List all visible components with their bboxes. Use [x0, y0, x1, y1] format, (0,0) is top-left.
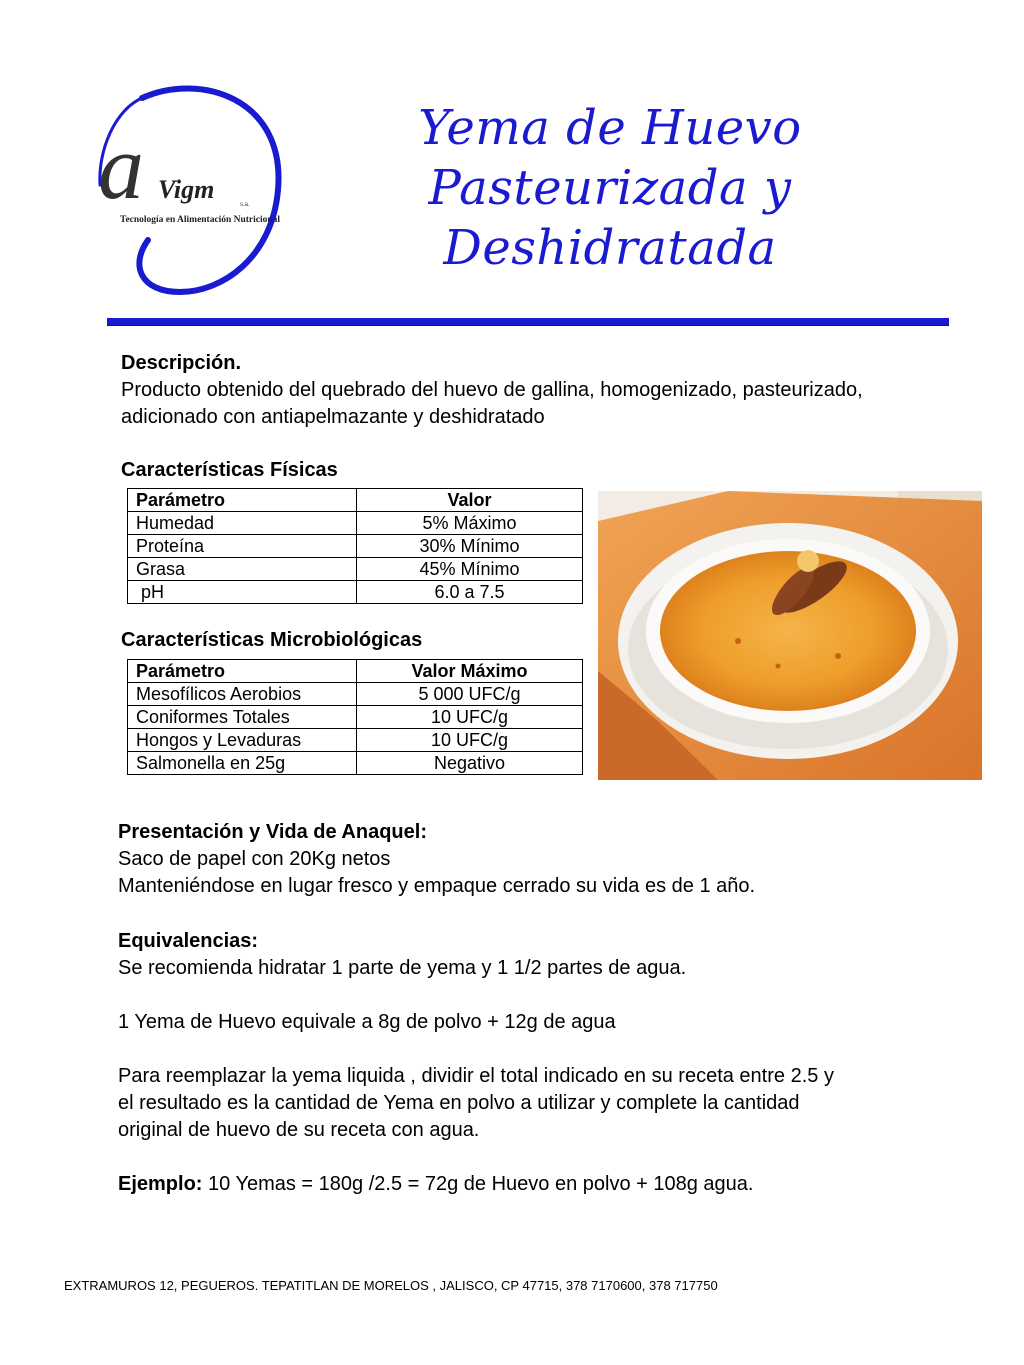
value-cell: 6.0 a 7.5	[357, 581, 583, 604]
page-title	[330, 98, 890, 278]
equivalences-heading: Equivalencias:	[118, 930, 259, 952]
physical-heading: Características Físicas	[121, 459, 338, 481]
parameter-cell: Salmonella en 25g	[128, 752, 357, 775]
parameter-cell: Mesofílicos Aerobios	[128, 683, 357, 706]
example-label: Ejemplo:	[118, 1173, 203, 1195]
company-logo	[90, 80, 290, 295]
equivalences-line-1: Se recomienda hidratar 1 parte de yema y 1 1/2 partes de agua.	[118, 957, 687, 979]
table-row	[128, 535, 583, 558]
presentation-section	[118, 819, 755, 900]
value-cell: 10 UFC/g	[357, 706, 583, 729]
equivalences-para-1: Para reemplazar la yema liquida , dividir el total indicado en su receta entre 2.5 y	[118, 1065, 834, 1087]
equivalences-section	[118, 928, 834, 1198]
table-header-cell: Parámetro	[128, 660, 357, 683]
logo-brand: Vigm	[158, 175, 215, 204]
value-cell: 45% Mínimo	[357, 558, 583, 581]
description-line-2: adicionado con antiapelmazante y deshidratado	[121, 406, 545, 428]
table-row	[128, 706, 583, 729]
equivalences-para-2: el resultado es la cantidad de Yema en polvo a utilizar y complete la cantidad	[118, 1092, 800, 1114]
title-line-3: Deshidratada	[443, 220, 777, 276]
parameter-cell: pH	[128, 581, 357, 604]
logo-letter: a	[98, 116, 144, 218]
title-line-2: Pasteurizada y	[428, 160, 792, 216]
value-cell: 5% Máximo	[357, 512, 583, 535]
table-header-row	[128, 489, 583, 512]
parameter-cell: Coniformes Totales	[128, 706, 357, 729]
product-photo	[598, 491, 982, 780]
table-row	[128, 683, 583, 706]
value-cell: 5 000 UFC/g	[357, 683, 583, 706]
parameter-cell: Humedad	[128, 512, 357, 535]
parameter-cell: Grasa	[128, 558, 357, 581]
presentation-line-1: Saco de papel con 20Kg netos	[118, 848, 391, 870]
table-row	[128, 729, 583, 752]
footer-address: EXTRAMUROS 12, PEGUEROS. TEPATITLAN DE MORELOS , JALISCO, CP 47715, 378 7170600, 378 717750	[64, 1278, 718, 1293]
physical-table	[127, 488, 583, 604]
presentation-line-2: Manteniéndose en lugar fresco y empaque cerrado su vida es de 1 año.	[118, 875, 756, 897]
description-line-1: Producto obtenido del quebrado del huevo de gallina, homogenizado, pasteurizado,	[121, 379, 863, 401]
table-row	[128, 558, 583, 581]
equivalences-para-3: original de huevo de su receta con agua.	[118, 1119, 480, 1141]
value-cell: 10 UFC/g	[357, 729, 583, 752]
microbiological-heading: Características Microbiológicas	[121, 629, 423, 651]
value-cell: Negativo	[357, 752, 583, 775]
description-section	[121, 350, 863, 431]
example-text: 10 Yemas = 180g /2.5 = 72g de Huevo en polvo + 108g agua.	[202, 1173, 754, 1195]
table-header-cell: Valor	[357, 489, 583, 512]
parameter-cell: Proteína	[128, 535, 357, 558]
description-heading: Descripción.	[121, 352, 242, 374]
logo-tagline: Tecnología en Alimentación Nutricional	[120, 214, 281, 224]
table-header-row	[128, 660, 583, 683]
table-header-cell: Valor Máximo	[357, 660, 583, 683]
table-row	[128, 512, 583, 535]
table-row	[128, 581, 583, 604]
table-row	[128, 752, 583, 775]
title-divider	[107, 318, 949, 325]
logo-suffix: s.a.	[240, 202, 250, 208]
title-line-1: Yema de Huevo	[418, 100, 802, 156]
microbiological-table	[127, 659, 583, 775]
parameter-cell: Hongos y Levaduras	[128, 729, 357, 752]
example-line	[118, 1171, 834, 1198]
presentation-heading: Presentación y Vida de Anaquel:	[118, 821, 427, 843]
table-header-cell: Parámetro	[128, 489, 357, 512]
value-cell: 30% Mínimo	[357, 535, 583, 558]
equivalences-line-2: 1 Yema de Huevo equivale a 8g de polvo + 12g de agua	[118, 1011, 616, 1033]
